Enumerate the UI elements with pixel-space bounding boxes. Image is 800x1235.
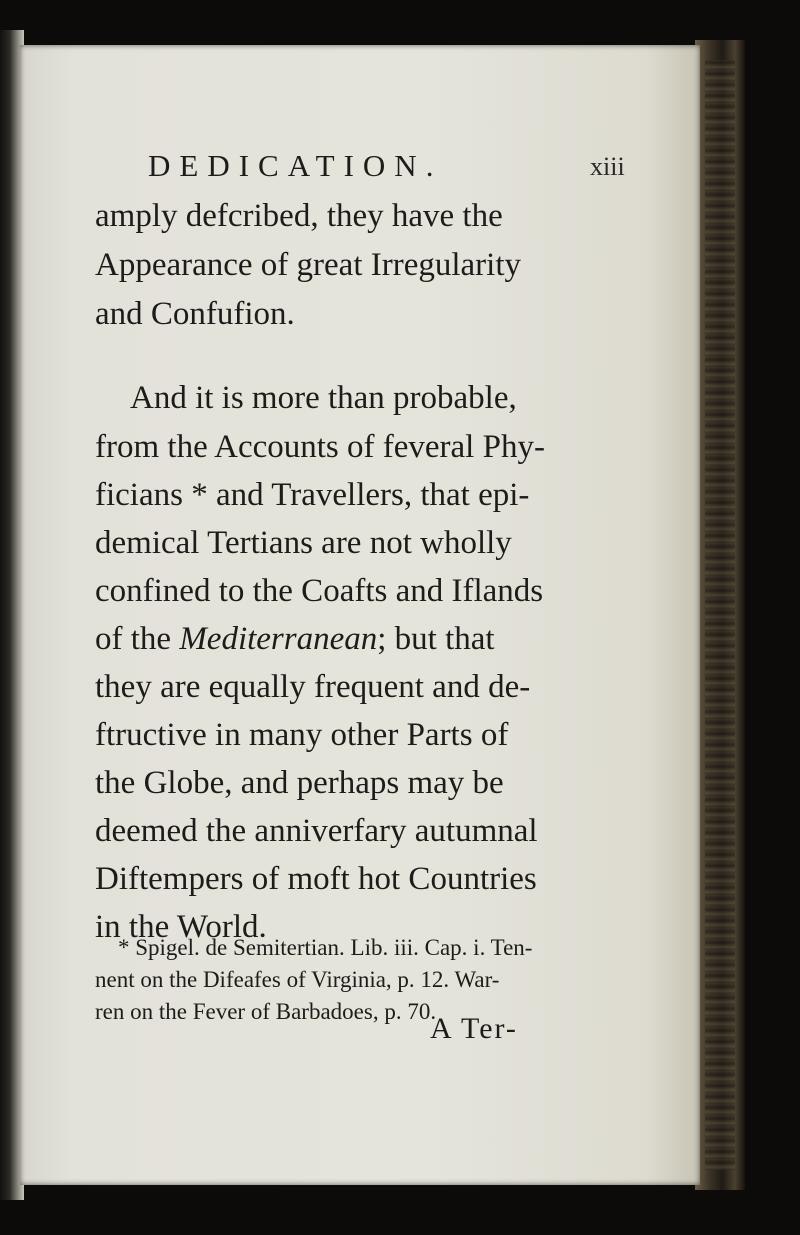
body-line: confined to the Coafts and Iflands — [95, 573, 544, 609]
catchword: A Ter- — [430, 1012, 518, 1045]
body-line: the Globe, and perhaps may be — [95, 765, 504, 801]
body-line: And it is more than probable, — [130, 380, 517, 416]
body-line: deemed the anniverfary autumnal — [95, 813, 538, 849]
footnote-line: ren on the Fever of Barbadoes, p. 70. — [95, 999, 437, 1024]
body-line: Diftempers of moft hot Countries — [95, 861, 537, 897]
body-line: they are equally frequent and de- — [95, 669, 531, 705]
body-text: ; but that — [377, 621, 495, 657]
body-line: Appearance of great Irregularity — [95, 247, 522, 283]
footnote-line: * Spigel. de Semitertian. Lib. iii. Cap. i. Ten- — [118, 935, 533, 960]
body-line: demical Tertians are not wholly — [95, 525, 512, 561]
body-line: amply defcribed, they have the — [95, 198, 503, 234]
body-line: in the World. — [95, 909, 267, 945]
body-line-mixed — [95, 621, 495, 658]
binding-texture — [705, 60, 735, 1170]
running-title: DEDICATION. — [148, 148, 443, 183]
body-line: ficians * and Travellers, that epi- — [95, 477, 530, 513]
footnote-line: nent on the Difeafes of Virginia, p. 12. War- — [95, 967, 500, 992]
page-number: xiii — [590, 152, 625, 181]
body-line: ftructive in many other Parts of — [95, 717, 509, 753]
body-line: from the Accounts of feveral Phy- — [95, 429, 545, 465]
body-text: of the — [95, 621, 172, 657]
body-line: and Confufion. — [95, 296, 295, 332]
italic-place-name: Mediterranean — [179, 621, 378, 657]
